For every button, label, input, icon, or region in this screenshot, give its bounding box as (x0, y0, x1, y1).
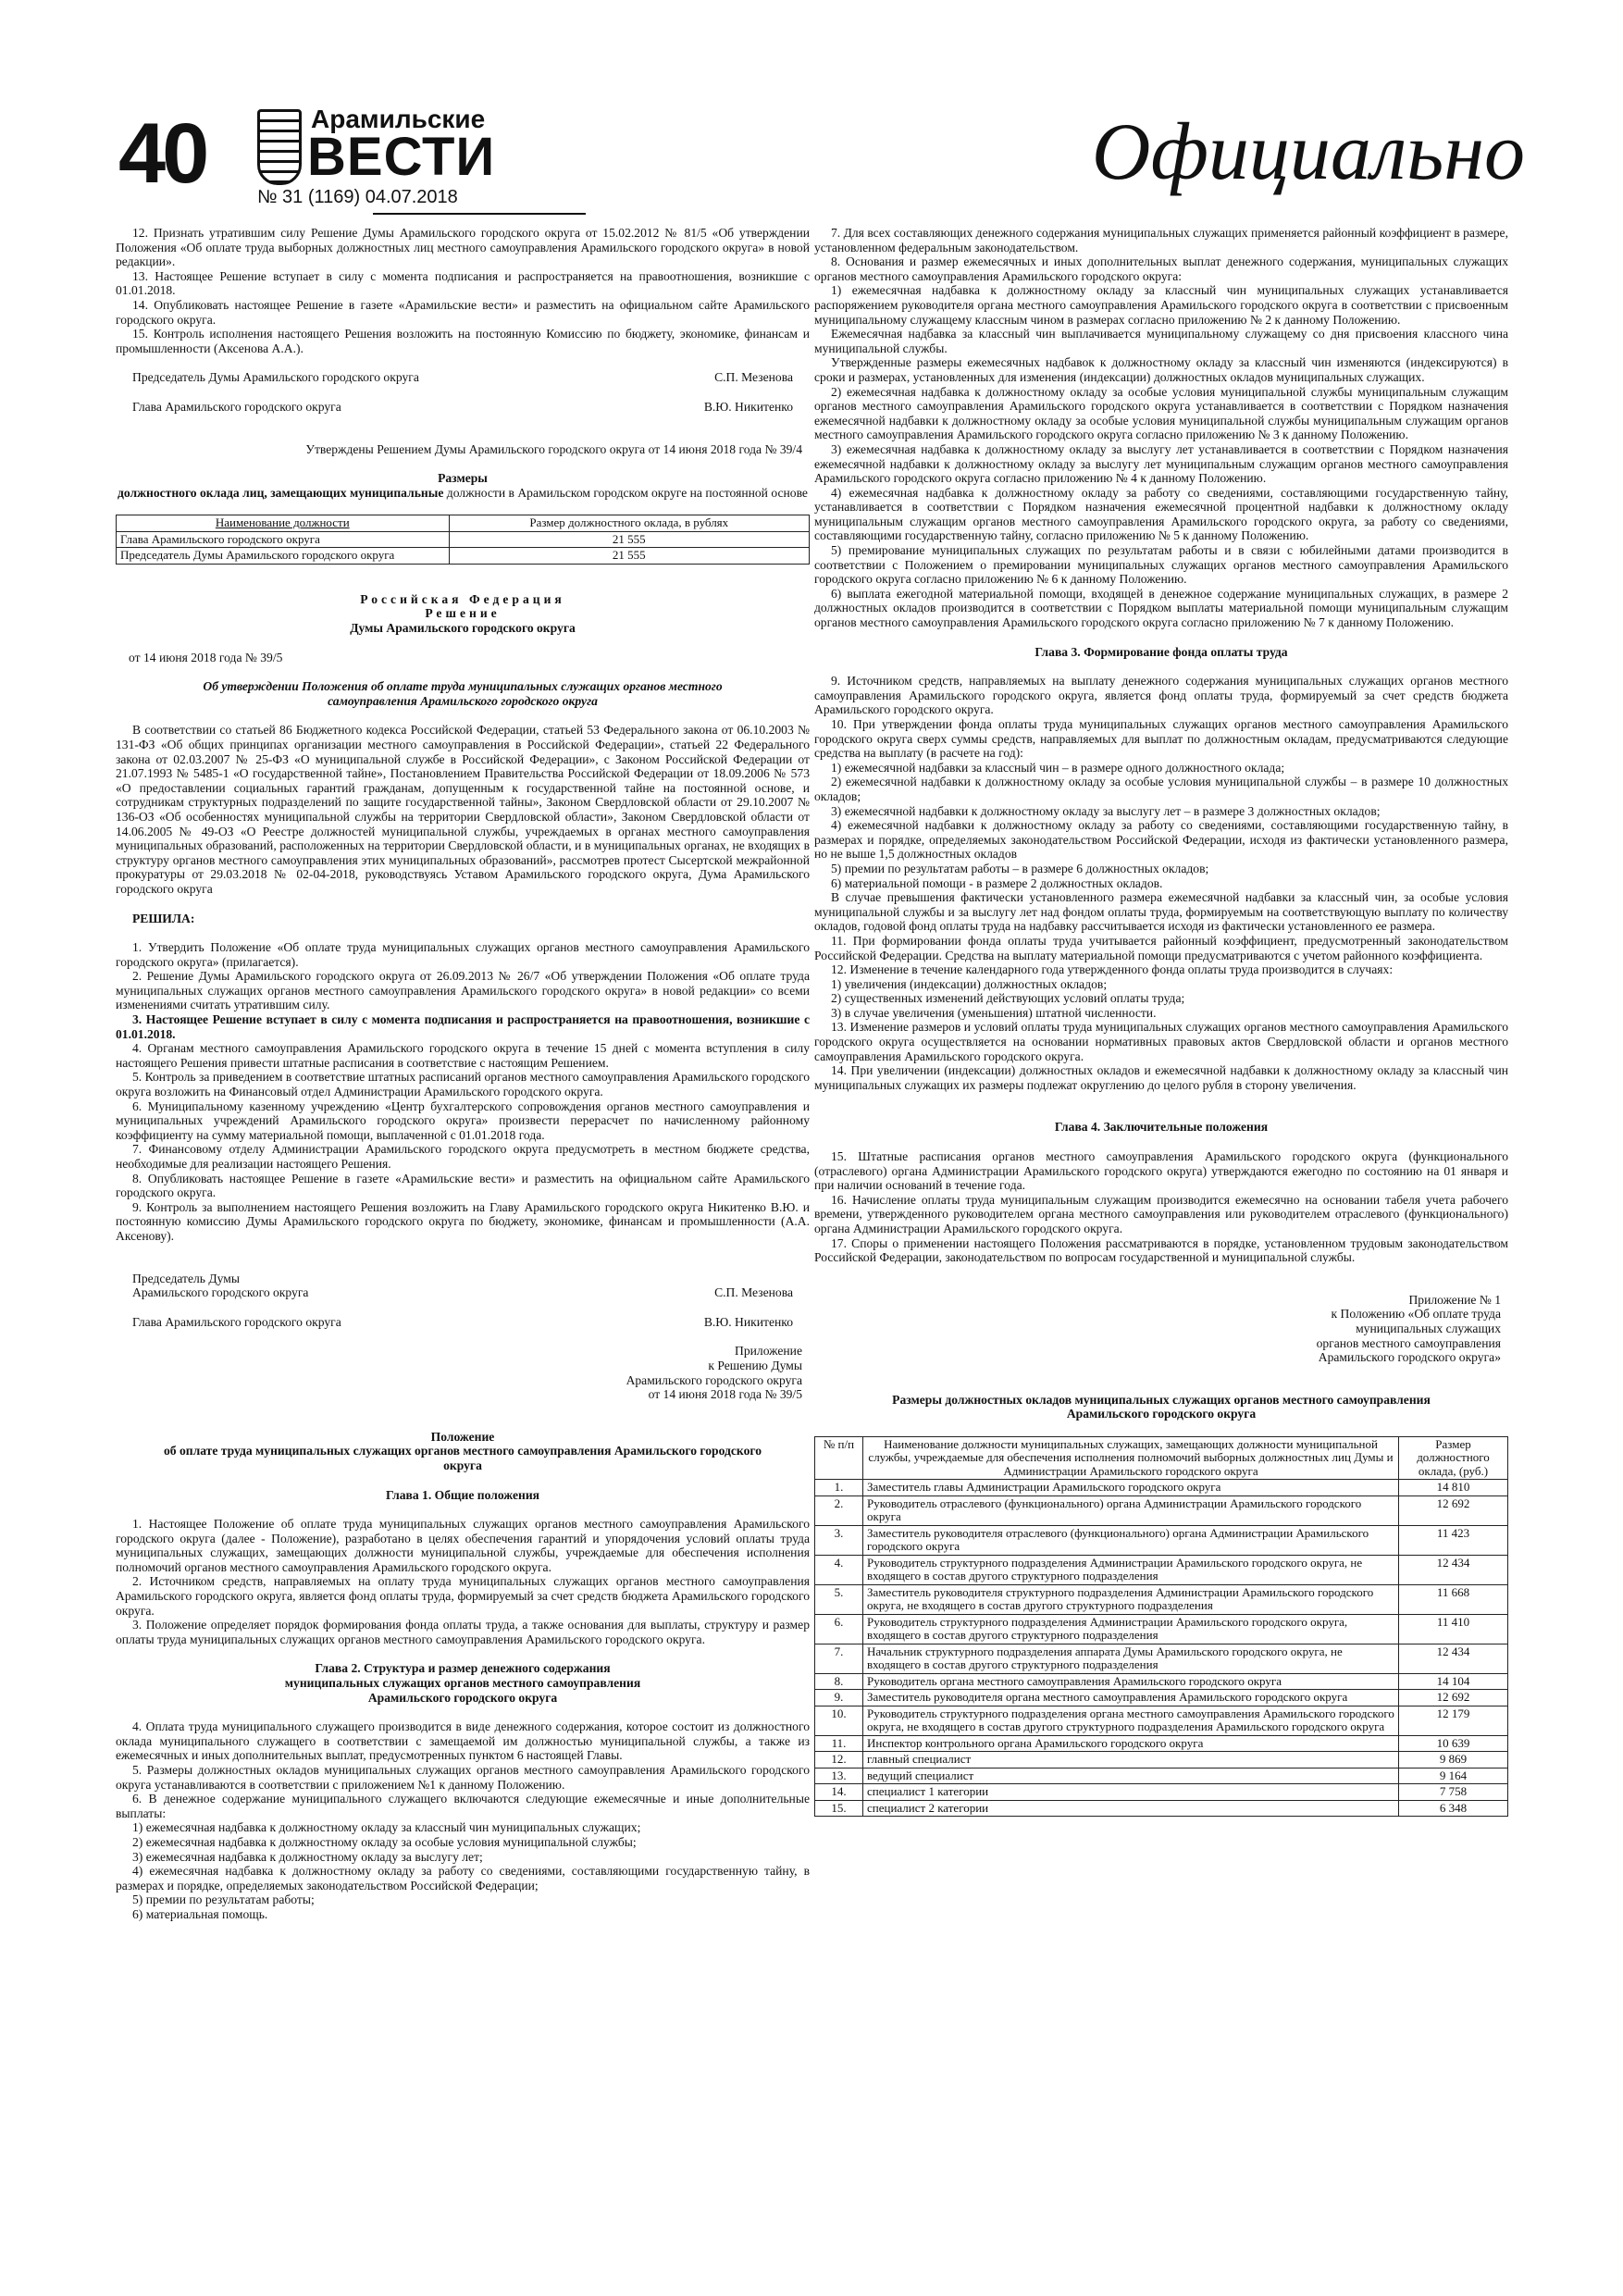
paragraph: 1. Настоящее Положение об оплате труда муниципальных служащих органов местного самоуправления Арамильского городского округа (далее - Положение), разработано в целях обеспечения гарантий и упорядочения условий оплаты труда муниципальных служащих, замещающих должности муниципальной службы, учреждаемые для обеспечения исполнения полномочий органов местного самоуправления Арамильского городского округа. (116, 1517, 810, 1574)
table2-cell-name: Руководитель органа местного самоуправления Арамильского городского округа (863, 1673, 1399, 1690)
sig-right: В.Ю. Никитенко (703, 1314, 793, 1329)
masthead (118, 102, 1525, 227)
table2-cell-v: 12 434 (1399, 1644, 1508, 1673)
sig-left: Председатель Думы Арамильского городского округа (132, 370, 419, 385)
paragraph: 8. Основания и размер ежемесячных и иных дополнительных выплат денежного содержания, муниципальных служащих органов местного самоуправления Арамильского городского округа: (814, 254, 1508, 283)
table2-cell-n: 8. (815, 1673, 863, 1690)
paragraph: 13. Настоящее Решение вступает в силу с момента подписания и распространяется на правоотношения, возникшие с 01.01.2018. (116, 268, 810, 298)
table2-title: Размеры должностных окладов муниципальных служащих органов местного самоуправления Арамильского городского округа (892, 1392, 1431, 1421)
paragraph: 5) премии по результатам работы; (132, 1893, 315, 1907)
paragraph: 3) в случае увеличения (уменьшения) штатной численности. (831, 1005, 1157, 1020)
table-row (815, 1614, 1508, 1644)
table-row (815, 1690, 1508, 1706)
chapter-4-title: Глава 4. Заключительные положения (1054, 1120, 1269, 1135)
paragraph: 13. Изменение размеров и условий оплаты труда муниципальных служащих органов местного самоуправления Арамильского городского округа осуществляется на основании нормативных правовых актов Свердловской области и органов местного самоуправления Арамильского городского округа. (814, 1020, 1508, 1063)
table2-cell-n: 15. (815, 1800, 863, 1817)
paragraph: 5) премирование муниципальных служащих по результатам работы и в связи с юбилейными датами производится в соответствии с Положением о премировании муниципальных служащих органов местного самоуправления Арамильского городского округа согласно приложению № 6 к данному Положению. (814, 543, 1508, 587)
positions-salary-table (116, 515, 810, 565)
chapter-1-title: Глава 1. Общие положения (385, 1487, 540, 1502)
paragraph: 1) ежемесячная надбавка к должностному окладу за классный чин муниципальных служащих устанавливается распоряжением руководителя органа местного самоуправления Арамильского городского округа в соответствии с присвоенным муниципальному служащему классным чином в размерах согласно приложению № 2 к данному Положению. (814, 283, 1508, 327)
table2-cell-v: 7 758 (1399, 1784, 1508, 1801)
table-row (815, 1800, 1508, 1817)
previous-decision-end (116, 226, 810, 355)
table2-cell-name: Заместитель руководителя отраслевого (функционального) органа Администрации Арамильского городского округа (863, 1525, 1399, 1555)
table-row (815, 1555, 1508, 1584)
sig-left: Глава Арамильского городского округа (132, 1314, 341, 1329)
paragraph: 1) ежемесячной надбавки за классный чин – в размере одного должностного оклада; (831, 760, 1285, 775)
table-row (815, 1752, 1508, 1769)
paragraph: 4. Органам местного самоуправления Арамильского городского округа в течение 15 дней с момента вступления в силу настоящего Решения привести штатные расписания в соответствие с настоящим Решением. (116, 1041, 810, 1070)
table-row (815, 1644, 1508, 1673)
paragraph: 8. Опубликовать настоящее Решение в газете «Арамильские вести» и разместить на официальном сайте Арамильского городского округа. (116, 1171, 810, 1200)
table2-body (815, 1480, 1508, 1817)
paragraph: 4) ежемесячная надбавка к должностному окладу за работу со сведениями, составляющими государственную тайну, устанавливается в соответствии с Порядком назначения ежемесячной процентной надбавки к должностному окладу муниципальным служащим органов местного самоуправления Арамильского городского округа, за работу со сведениями, составляющими государственную тайну, согласно приложению № 5 к данному Положению. (814, 485, 1508, 543)
issue-number: № 31 (1169) 04.07.2018 (257, 187, 458, 207)
appendix-ref (116, 1344, 810, 1401)
paragraph: 4) ежемесячная надбавка к должностному окладу за работу со сведениями, составляющими государственную тайну, в размерах и порядке, определяемых законодательством Российской Федерации; (116, 1864, 810, 1893)
decision-item-3: 3. Настоящее Решение вступает в силу с момента подписания и распространяется на правоотношения, возникшие с 01.01.2018. (116, 1012, 810, 1041)
paragraph: 2. Решение Думы Арамильского городского округа от 26.09.2013 № 26/7 «Об утверждении Положения «Об оплате труда муниципальных служащих органов местного самоуправления Арамильского городского округа» в новой редакции» со всеми изменениями считать утратившим силу. (116, 969, 810, 1012)
table2-cell-v: 9 164 (1399, 1768, 1508, 1784)
paragraph: к Решению Думы (708, 1358, 802, 1372)
table2-cell-name: Начальник структурного подразделения аппарата Думы Арамильского городского округа, не входящего в состав другого структурного подразделения (863, 1644, 1399, 1673)
paragraph: 6. В денежное содержание муниципального служащего включаются следующие ежемесячные и иные дополнительные выплаты: (116, 1792, 810, 1820)
table2-cell-v: 6 348 (1399, 1800, 1508, 1817)
page-number: 40 (118, 106, 206, 201)
approved-note: Утверждены Решением Думы Арамильского городского округа от 14 июня 2018 года № 39/4 (305, 441, 802, 456)
paragraph: 7. Финансовому отделу Администрации Арамильского городского округа предусмотреть в местном бюджете средства, необходимые для реализации настоящего Решения. (116, 1142, 810, 1171)
paragraph: 2. Источником средств, направляемых на оплату труда муниципальных служащих органов местного самоуправления Арамильского городского округа, является фонд оплаты труда, формируемый за счет средств бюджета Арамильского городского округа. (116, 1574, 810, 1618)
paragraph: Арамильского городского округа (626, 1372, 802, 1387)
left-column (116, 226, 810, 2262)
table1-cell-name: Председатель Думы Арамильского городского округа (117, 548, 450, 565)
paragraph: от 14 июня 2018 года № 39/5 (648, 1387, 802, 1402)
chapter-2-title-line3: Арамильского городского округа (367, 1690, 558, 1705)
table2-header-value: Размер должностного оклада, (руб.) (1399, 1436, 1508, 1480)
coat-of-arms-icon (257, 109, 302, 185)
paragraph: Ежемесячная надбавка за классный чин выплачивается муниципальному служащему со дня присвоения классного чина муниципальной службы. (814, 327, 1508, 355)
table-row (815, 1525, 1508, 1555)
table2-cell-v: 12 692 (1399, 1496, 1508, 1525)
sig-right: В.Ю. Никитенко (703, 399, 793, 414)
paragraph: 6) выплата ежегодной материальной помощи, входящей в денежное содержание муниципальных служащих, в размере 2 должностных окладов производится в соответствии с Порядком выплаты материальной помощи муниципальным служащим органов местного самоуправления Арамильского городского округа согласно приложению № 7 к данному Положению. (814, 586, 1508, 630)
table2-cell-name: Инспектор контрольного органа Арамильского городского округа (863, 1735, 1399, 1752)
paragraph: 2) ежемесячной надбавки к должностному окладу за особые условия муниципальной службы – в размере 10 должностных окладов; (814, 775, 1508, 803)
paragraph: 1. Утвердить Положение «Об оплате труда муниципальных служащих органов местного самоуправления Арамильского городского округа» (прилагается). (116, 940, 810, 969)
table-row (815, 1496, 1508, 1525)
paragraph: 2) ежемесячная надбавка к должностному окладу за особые условия муниципальной службы; (132, 1834, 637, 1849)
paragraph: к Положению «Об оплате труда (1331, 1307, 1501, 1322)
signature-row (116, 1315, 810, 1330)
table2-cell-name: Заместитель руководителя органа местного самоуправления Арамильского городского округа (863, 1690, 1399, 1706)
table-row (815, 1784, 1508, 1801)
table2-cell-name: специалист 1 категории (863, 1784, 1399, 1801)
table2-cell-name: ведущий специалист (863, 1768, 1399, 1784)
paragraph: 1) увеличения (индексации) должностных окладов; (831, 976, 1108, 991)
table1-title: Размеры (438, 471, 488, 486)
table2-cell-v: 12 434 (1399, 1555, 1508, 1584)
table2-cell-n: 1. (815, 1480, 863, 1496)
logo-top-text: Арамильские (311, 105, 486, 133)
table2-cell-name: специалист 2 категории (863, 1800, 1399, 1817)
paragraph: 6. Муниципальному казенному учреждению «Центр бухгалтерского сопровождения органов местного самоуправления и муниципальных учреждений Арамильского городского округа» произвести перерасчет по начисленному районному коэффициенту на сумму материальной помощи, выплаченной с 01.01.2018 года. (116, 1098, 810, 1142)
paragraph: 3) ежемесячной надбавки к должностному окладу за выслугу лет – в размере 3 должностных окладов; (831, 803, 1381, 818)
table2-cell-name: главный специалист (863, 1752, 1399, 1769)
table1-cell-value: 21 555 (449, 548, 809, 565)
paragraph: 15. Штатные расписания органов местного самоуправления Арамильского городского округа (функционального (отраслевого) органа Администрации Арамильского городского округа) утверждаются ежегодно по состоянию на 01 января и при наличии оснований в течение года. (814, 1149, 1508, 1193)
paragraph: 6) материальная помощь. (132, 1906, 268, 1921)
table2-header-name: Наименование должности муниципальных служащих, замещающих должности муниципальной службы, учреждаемые для обеспечения исполнения полномочий выборных должностных лиц Думы и Администрации Арамильского городского округа (863, 1436, 1399, 1480)
table2-cell-v: 12 692 (1399, 1690, 1508, 1706)
table1-subtitle-rest: должности в Арамильском городском округе на постоянной основе (443, 485, 808, 500)
section-title: Официально (1091, 107, 1525, 197)
table2-cell-n: 9. (815, 1690, 863, 1706)
table2-cell-name: Руководитель отраслевого (функционального) органа Администрации Арамильского городского округа (863, 1496, 1399, 1525)
table2-cell-n: 10. (815, 1706, 863, 1735)
paragraph: 7. Для всех составляющих денежного содержания муниципальных служащих применяется районный коэффициент в размере, установленном федеральным законодательством. (814, 226, 1508, 254)
signature-block-1 (116, 370, 810, 385)
table1-cell-value: 21 555 (449, 531, 809, 548)
paragraph: 12. Изменение в течение календарного года утвержденного фонда оплаты труда производится в случаях: (831, 962, 1394, 977)
paragraph: Арамильского городского округа» (1318, 1350, 1501, 1365)
paragraph: В случае превышения фактически установленного размера ежемесячной надбавки за классный чин, за особые условия муниципальной службы и за выслугу лет над фондом оплаты труда, формируемым на соответствующую выплату по количеству окладов, годовой фонд оплаты труда на надбавку рассчитывается исходя из фактически установленного ее размера. (814, 890, 1508, 934)
resolved-heading: РЕШИЛА: (132, 911, 195, 925)
paragraph: 6) материальной помощи - в размере 2 должностных окладов. (831, 875, 1163, 890)
chapter-2-items (116, 1719, 810, 1820)
paragraph: Приложение № 1 (1408, 1292, 1501, 1307)
table2-cell-n: 2. (815, 1496, 863, 1525)
table2-cell-v: 12 179 (1399, 1706, 1508, 1735)
paragraph: Утвержденные размеры ежемесячных надбавок к должностному окладу за классный чин изменяются (индексируются) в сроки и размерах, установленных для изменения (индексации) должностных окладов муниципальных служащих. (814, 355, 1508, 384)
chapter-4-items (814, 1149, 1508, 1265)
sig-right: С.П. Мезенова (714, 1285, 793, 1300)
table1-cell-name: Глава Арамильского городского округа (117, 531, 450, 548)
chapter-1-items (116, 1517, 810, 1646)
table2-cell-n: 13. (815, 1768, 863, 1784)
paragraph: 3. Положение определяет порядок формирования фонда оплаты труда, а также основания для выплаты, структуру и размер оплаты труда муниципальных служащих органов местного самоуправления Арамильского городского округа. (116, 1618, 810, 1646)
chapter-2-list (116, 1820, 810, 1921)
decision-items-2 (116, 1041, 810, 1243)
paragraph: муниципальных служащих (1356, 1321, 1501, 1335)
table2-cell-name: Заместитель главы Администрации Арамильского городского округа (863, 1480, 1399, 1496)
chapter-3-items (814, 674, 1508, 1092)
table2-cell-v: 11 668 (1399, 1584, 1508, 1614)
paragraph: 15. Контроль исполнения настоящего Решения возложить на постоянную Комиссию по бюджету, экономике, финансам и промышленности (Аксенова А.А.). (116, 327, 810, 355)
table2-cell-name: Руководитель структурного подразделения органа местного самоуправления Арамильского городского округа, не входящего в состав другого структурного подразделения Арамильского городского округа (863, 1706, 1399, 1735)
decision-heading: Решение (425, 606, 501, 621)
table2-cell-n: 6. (815, 1614, 863, 1644)
table2-cell-v: 11 423 (1399, 1525, 1508, 1555)
table2-cell-v: 11 410 (1399, 1614, 1508, 1644)
paragraph: 14. При увеличении (индексации) должностных окладов и ежемесячной надбавки к должностному окладу за классный чин муниципальных служащих их размеры подлежат округлению до целого рубля в сторону увеличения. (814, 1063, 1508, 1092)
table2-header-num: № п/п (815, 1436, 863, 1480)
table-row (815, 1584, 1508, 1614)
decision-title: Об утверждении Положения об оплате труда муниципальных служащих органов местного самоуправления Арамильского городского округа (203, 679, 723, 708)
table2-cell-n: 4. (815, 1555, 863, 1584)
table-row (117, 531, 810, 548)
table2-cell-name: Заместитель руководителя структурного подразделения Администрации Арамильского городского округа, не входящего в состав другого структурного подразделения (863, 1584, 1399, 1614)
paragraph: 11. При формировании фонда оплаты труда учитывается районный коэффициент, предусмотренный законодательством Российской Федерации. Средства на выплату материальной помощи предусматриваются с учетом районного коэффициента. (814, 933, 1508, 962)
table-row (815, 1768, 1508, 1784)
chapter-2-continued (814, 226, 1508, 630)
table2-cell-n: 7. (815, 1644, 863, 1673)
header-rule (373, 213, 586, 215)
table2-cell-v: 14 810 (1399, 1480, 1508, 1496)
table-row (815, 1735, 1508, 1752)
table2-cell-v: 14 104 (1399, 1673, 1508, 1690)
paragraph: 14. Опубликовать настоящее Решение в газете «Арамильские вести» и разместить на официальном сайте Арамильского городского округа. (116, 297, 810, 327)
table1-subtitle (116, 486, 810, 501)
regulation-subtitle: об оплате труда муниципальных служащих органов местного самоуправления Арамильского городского округа (163, 1444, 762, 1472)
table2-cell-n: 3. (815, 1525, 863, 1555)
paragraph: 2) ежемесячная надбавка к должностному окладу за особые условия муниципальной службы муниципальным служащим органов местного самоуправления Арамильского городского округа устанавливается в соответствии с Порядком назначения ежемесячной надбавки к должностному окладу за особые условия муниципальной службы муниципальным служащим органов местного самоуправления Арамильского городского округа согласно приложению № 3 к данному Положению. (814, 384, 1508, 442)
paragraph: 4) ежемесячной надбавки к должностному окладу за работу со сведениями, составляющими государственную тайну, в размерах и порядке, определяемых законодательством Российской Федерации, исходя из фактически установленного размера, но не выше 1,5 должностных окладов (814, 818, 1508, 862)
appendix-1-ref (814, 1293, 1508, 1365)
paragraph: 16. Начисление оплаты труда муниципальным служащим производится ежемесячно на основании табеля учета рабочего времени, утвержденного руководителем органа местного самоуправления или руководителем отраслевого (функционального) органа Администрации Арамильского городского округа. (814, 1192, 1508, 1235)
logo-main-text: ВЕСТИ (307, 127, 496, 187)
paragraph: 3) ежемесячная надбавка к должностному окладу за выслугу лет устанавливается в соответствии с Порядком назначения ежемесячной надбавки к должностному окладу за выслугу лет муниципальным служащим органов местного самоуправления Арамильского городского округа согласно приложению № 4 к данному Положению. (814, 441, 1508, 486)
decision-date: от 14 июня 2018 года № 39/5 (129, 650, 283, 664)
paragraph: Приложение (735, 1344, 802, 1359)
decision-items (116, 940, 810, 1012)
sig2-title: Председатель Думы (132, 1271, 241, 1285)
table2-cell-n: 5. (815, 1584, 863, 1614)
right-column (814, 226, 1508, 2262)
paragraph: 5. Контроль за приведением в соответствие штатных расписаний органов местного самоуправления Арамильского городского округа возложить на Финансовый отдел Администрации Арамильского городского округа. (116, 1070, 810, 1099)
paragraph: 4. Оплата труда муниципального служащего производится в виде денежного содержания, которое состоит из должностного оклада муниципального служащего в соответствии с замещаемой им должностью муниципальной службы, а также из ежемесячных и иных дополнительных выплат, предусмотренных пунктом 6 настоящей Главы. (116, 1719, 810, 1763)
signature-block-2 (116, 1285, 810, 1300)
table2-cell-v: 10 639 (1399, 1735, 1508, 1752)
paragraph: органов местного самоуправления (1316, 1335, 1501, 1350)
chapter-2-title-line2: муниципальных служащих органов местного самоуправления (284, 1676, 641, 1691)
paragraph: 5) премии по результатам работы – в размере 6 должностных окладов; (831, 861, 1209, 875)
table2-cell-n: 14. (815, 1784, 863, 1801)
table2-cell-name: Руководитель структурного подразделения Администрации Арамильского городского округа, не входящего в состав другого структурного подразделения (863, 1555, 1399, 1584)
chapter-3-title: Глава 3. Формирование фонда оплаты труда (1035, 644, 1288, 659)
table-row (815, 1480, 1508, 1496)
paragraph: 9. Контроль за выполнением настоящего Решения возложить на Главу Арамильского городского округа Никитенко В.Ю. и постоянную комиссию Думы Арамильского городского округа по бюджету, экономике, финансам и промышленности (А.А. Аксенову). (116, 1199, 810, 1243)
table-row (117, 548, 810, 565)
paragraph: 1) ежемесячная надбавка к должностному окладу за классный чин муниципальных служащих; (132, 1820, 641, 1835)
table1-subtitle-bold: должностного оклада лиц, замещающих муниципальные (118, 485, 444, 500)
official-salaries-table (814, 1436, 1508, 1818)
table2-cell-n: 11. (815, 1735, 863, 1752)
country-heading: Российская Федерация (360, 591, 565, 606)
table2-cell-v: 9 869 (1399, 1752, 1508, 1769)
chapter-2-title: Глава 2. Структура и размер денежного содержания (315, 1661, 611, 1676)
paragraph: 3) ежемесячная надбавка к должностному окладу за выслугу лет; (132, 1849, 483, 1864)
sig-left: Глава Арамильского городского округа (132, 399, 341, 414)
table2-cell-n: 12. (815, 1752, 863, 1769)
sig-right: С.П. Мезенова (714, 370, 793, 385)
table2-cell-name: Руководитель структурного подразделения Администрации Арамильского городского округа, входящего в состав другого структурного подразделения (863, 1614, 1399, 1644)
paragraph: 5. Размеры должностных окладов муниципальных служащих органов местного самоуправления Арамильского городского округа устанавливаются в соответствии с приложением №1 к данному Положению. (116, 1763, 810, 1792)
table1-header-name: Наименование должности (117, 515, 450, 532)
duma-heading: Думы Арамильского городского округа (350, 621, 576, 635)
paragraph: 17. Споры о применении настоящего Положения рассматриваются в порядке, установленном трудовым законодательством Российской Федерации, законодательством по вопросам государственной и муниципальной службы. (814, 1235, 1508, 1265)
sig-left: Арамильского городского округа (132, 1285, 309, 1300)
paragraph: 12. Признать утратившим силу Решение Думы Арамильского городского округа от 15.02.2012 № 81/5 «Об утверждении Положения «Об оплате труда выборных должностных лиц местного самоуправления Арамильского городского округа» в новой редакции». (116, 226, 810, 269)
paragraph: 10. При утверждении фонда оплаты труда муниципальных служащих органов местного самоуправления Арамильского городского округа сверх суммы средств, направляемых для выплат по должностным окладам, предусматриваются следующие средства на выплату (в расчете на год): (814, 717, 1508, 761)
table-row (815, 1706, 1508, 1735)
regulation-title: Положение (430, 1429, 495, 1444)
signature-row (116, 400, 810, 415)
preamble: В соответствии со статьей 86 Бюджетного кодекса Российской Федерации, статьей 53 Федерального закона от 06.10.2003 № 131-ФЗ «Об общих принципах организации местного самоуправления в Российской Федерации», статьей 22 Федерального закона от 02.03.2007 № 25-ФЗ «О муниципальной службе в Российской Федерации», с Законом Российской Федерации от 21.07.1993 № 5485-1 «О государственной тайне», Постановлением Правительства Российской Федерации от 18.09.2006 № 573 «О предоставлении социальных гарантий гражданам, допущенным к государственной тайне на постоянной основе, и сотрудникам структурных подразделений по защите государственной тайны», Законом Свердловской области от 29.10.2007 № 136-ОЗ «Об особенностях муниципальной службы на территории Свердловской области», Законом Свердловской области от 14.06.2005 № 49-ОЗ «О Реестре должностей муниципальной службы, учреждаемых в органах местного самоуправления муниципальных образований, расположенных на территории Свердловской области, и в муниципальных органах, не входящих в структуру органов местного самоуправления этих муниципальных образований», рассмотрев протест Сысертской межрайонной прокуратуры от 29.03.2018 № 02-04-2018, руководствуясь Уставом Арамильского городского округа, Дума Арамильского городского округа (116, 723, 810, 896)
table-row (815, 1673, 1508, 1690)
table1-header-value: Размер должностного оклада, в рублях (449, 515, 809, 532)
paragraph: 9. Источником средств, направляемых на выплату денежного содержания муниципальных служащих органов местного самоуправления Арамильского городского округа, является фонд оплаты труда, формируемый за счет средств бюджета Арамильского городского округа. (814, 674, 1508, 717)
paragraph: 2) существенных изменений действующих условий оплаты труда; (831, 991, 1185, 1006)
